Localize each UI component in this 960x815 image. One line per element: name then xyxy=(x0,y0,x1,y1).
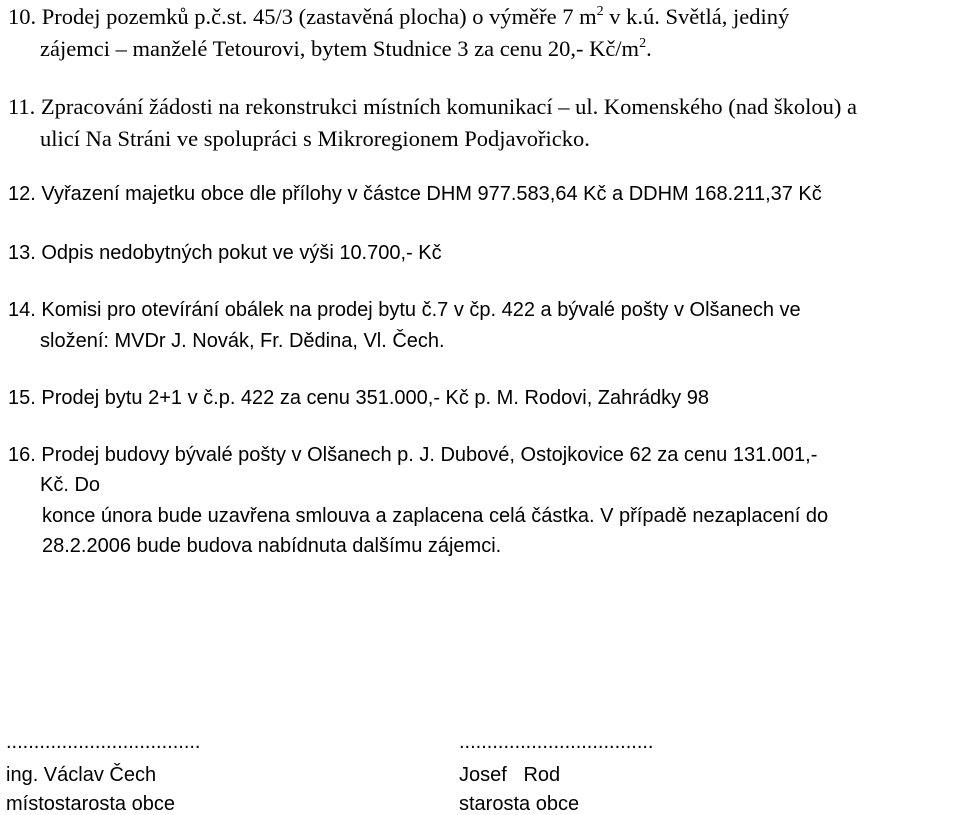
signature-right-name: Josef Rod xyxy=(459,764,561,786)
item-16-line-3 xyxy=(42,506,828,526)
item-16-text: konce února bude uzavřena smlouva a zaplacena celá částka. V případě nezaplacení do xyxy=(42,505,829,527)
item-11-text: Zpracování žádosti na rekonstrukci místních komunikací – ul. Komenského (nad školou) a xyxy=(40,94,857,119)
item-14-text: Komisi pro otevírání obálek na prodej bytu č.7 v čp. 422 a bývalé pošty v Olšanech ve xyxy=(41,299,801,321)
item-10-text: Prodej pozemků p.č.st. 45/3 (zastavěná plocha) o výměře 7 m xyxy=(41,4,597,29)
item-11-line-2 xyxy=(40,128,590,151)
signature-right-dots: ................................... xyxy=(459,731,654,753)
item-10-text: v k.ú. Světlá, jediný xyxy=(603,4,790,29)
item-15-number: 15. xyxy=(8,387,36,409)
item-16-text: Prodej budovy bývalé pošty v Olšanech p. J. Dubové, Ostojkovice 62 za cenu 131.001,- xyxy=(41,444,818,466)
item-16-line-2 xyxy=(40,475,100,495)
item-13-text: Odpis nedobytných pokut ve výši 10.700,- Kč xyxy=(41,242,442,264)
item-12-text: Vyřazení majetku obce dle přílohy v částce DHM 977.583,64 Kč a DDHM 168.211,37 Kč xyxy=(41,183,822,205)
item-10-text: zájemci – manželé Tetourovi, bytem Studnice 3 za cenu 20,- Kč/m xyxy=(40,36,640,61)
item-10-text: . xyxy=(646,36,652,61)
item-16-line-1 xyxy=(8,445,817,465)
item-11-text: ulicí Na Stráni ve spolupráci s Mikroregionem Podjavořicko. xyxy=(40,126,590,151)
item-14-text: složení: MVDr J. Novák, Fr. Dědina, Vl. Čech. xyxy=(40,330,445,352)
item-10-line-1 xyxy=(8,6,789,29)
item-16-line-4 xyxy=(42,536,501,556)
item-16-text: 28.2.2006 bude budova nabídnuta dalšímu zájemci. xyxy=(42,535,502,557)
item-12-number: 12. xyxy=(8,183,36,205)
signature-left-role: místostarosta obce xyxy=(6,793,175,815)
item-11-number: 11. xyxy=(8,94,36,119)
item-12-line-1 xyxy=(8,184,822,204)
item-14-number: 14. xyxy=(8,299,36,321)
item-14-line-1 xyxy=(8,300,801,320)
item-13-line-1 xyxy=(8,243,442,263)
item-14-line-2 xyxy=(40,331,445,351)
signature-left-name: ing. Václav Čech xyxy=(6,764,157,786)
signature-right-role: starosta obce xyxy=(459,793,580,815)
item-15-line-1 xyxy=(8,388,709,408)
superscript: 2 xyxy=(596,4,604,19)
item-11-line-1 xyxy=(8,96,857,119)
item-16-text: Kč. Do xyxy=(40,474,101,496)
item-16-number: 16. xyxy=(8,444,36,466)
item-10-line-2 xyxy=(40,38,652,61)
item-10-number: 10. xyxy=(8,4,37,29)
item-13-number: 13. xyxy=(8,242,36,264)
signature-left-dots: ................................... xyxy=(6,731,201,753)
superscript: 2 xyxy=(639,36,647,51)
item-15-text: Prodej bytu 2+1 v č.p. 422 za cenu 351.000,- Kč p. M. Rodovi, Zahrádky 98 xyxy=(41,387,709,409)
